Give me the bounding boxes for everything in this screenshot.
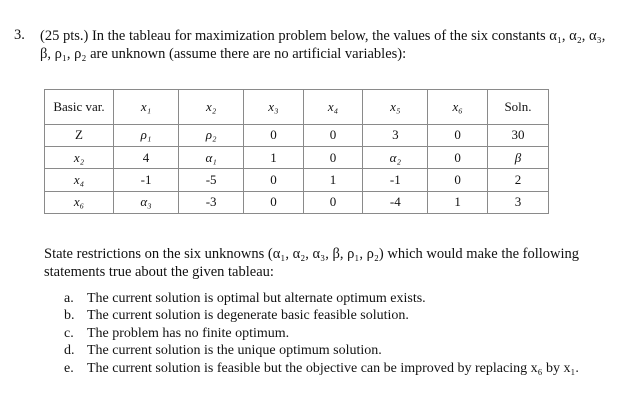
list-item (64, 342, 579, 359)
list-item (64, 325, 579, 342)
header-x1: x₁ (114, 90, 179, 125)
header-x2: x₂ (179, 90, 244, 125)
table-cell: 1 (244, 146, 304, 168)
choice-letter: e. (64, 360, 74, 376)
table-cell: -5 (179, 169, 244, 191)
table-row (45, 169, 549, 191)
table-cell: -1 (363, 169, 428, 191)
list-item (64, 360, 579, 377)
header-x4: x₄ (303, 90, 363, 125)
header-x5: x₅ (363, 90, 428, 125)
choice-letter: b. (64, 308, 75, 324)
table-cell: -3 (179, 191, 244, 213)
header-x6: x₆ (428, 90, 488, 125)
table-cell: 2 (488, 169, 549, 191)
choice-letter: d. (64, 343, 75, 359)
table-cell: Z (45, 124, 114, 146)
instructions (44, 245, 624, 281)
table-cell: ρ₁ (114, 124, 179, 146)
table-cell: 3 (363, 124, 428, 146)
header-soln: Soln. (488, 90, 549, 125)
table-cell: -1 (114, 169, 179, 191)
table-cell: 4 (114, 146, 179, 168)
table-cell: 0 (303, 191, 363, 213)
table-cell: 1 (303, 169, 363, 191)
table-cell: α₂ (363, 146, 428, 168)
table-cell: 0 (244, 124, 304, 146)
table-cell: 0 (303, 146, 363, 168)
table-cell: 0 (428, 146, 488, 168)
choice-list (64, 290, 579, 377)
tableau-header-row (45, 90, 549, 125)
header-x3: x₃ (244, 90, 304, 125)
table-cell: x₂ (45, 146, 114, 168)
question-number: 3. (14, 27, 25, 43)
table-cell: x₄ (45, 169, 114, 191)
header-basic-var: Basic var. (45, 90, 114, 125)
table-cell: 0 (428, 124, 488, 146)
table-cell: α₁ (179, 146, 244, 168)
table-cell: -4 (363, 191, 428, 213)
table-cell: 3 (488, 191, 549, 213)
table-cell: x₆ (45, 191, 114, 213)
table-cell: 0 (244, 169, 304, 191)
question-line-2: β, ρ₁, ρ₂ are unknown (assume there are no artificial variables): (40, 46, 407, 62)
table-row (45, 191, 549, 213)
table-cell: β (488, 146, 549, 168)
table-cell: 0 (303, 124, 363, 146)
choice-letter: a. (64, 291, 74, 306)
table-cell: ρ₂ (179, 124, 244, 146)
simplex-tableau (44, 89, 549, 214)
table-cell: 0 (244, 191, 304, 213)
question-text (40, 27, 628, 63)
choice-text: The current solution is degenerate basic feasible solution. (87, 308, 409, 324)
table-cell: 1 (428, 191, 488, 213)
instructions-line-2: statements true about the given tableau: (44, 264, 274, 280)
list-item (64, 290, 579, 307)
choice-text: The current solution is optimal but alternate optimum exists. (87, 291, 426, 306)
question-line-1: (25 pts.) In the tableau for maximization problem below, the values of the six constants α₁, α₂, α₃, (40, 28, 606, 44)
table-cell: 30 (488, 124, 549, 146)
choice-letter: c. (64, 325, 74, 341)
table-cell: α₃ (114, 191, 179, 213)
list-item (64, 307, 579, 324)
table-row (45, 146, 549, 168)
choice-text: The problem has no finite optimum. (87, 325, 290, 341)
choice-text: The current solution is feasible but the objective can be improved by replacing x₆ by x₁. (87, 360, 579, 376)
table-row (45, 124, 549, 146)
table-cell: 0 (428, 169, 488, 191)
instructions-line-1: State restrictions on the six unknowns (α₁, α₂, α₃, β, ρ₁, ρ₂) which would make the following (44, 246, 580, 262)
choice-text: The current solution is the unique optimum solution. (87, 343, 382, 359)
